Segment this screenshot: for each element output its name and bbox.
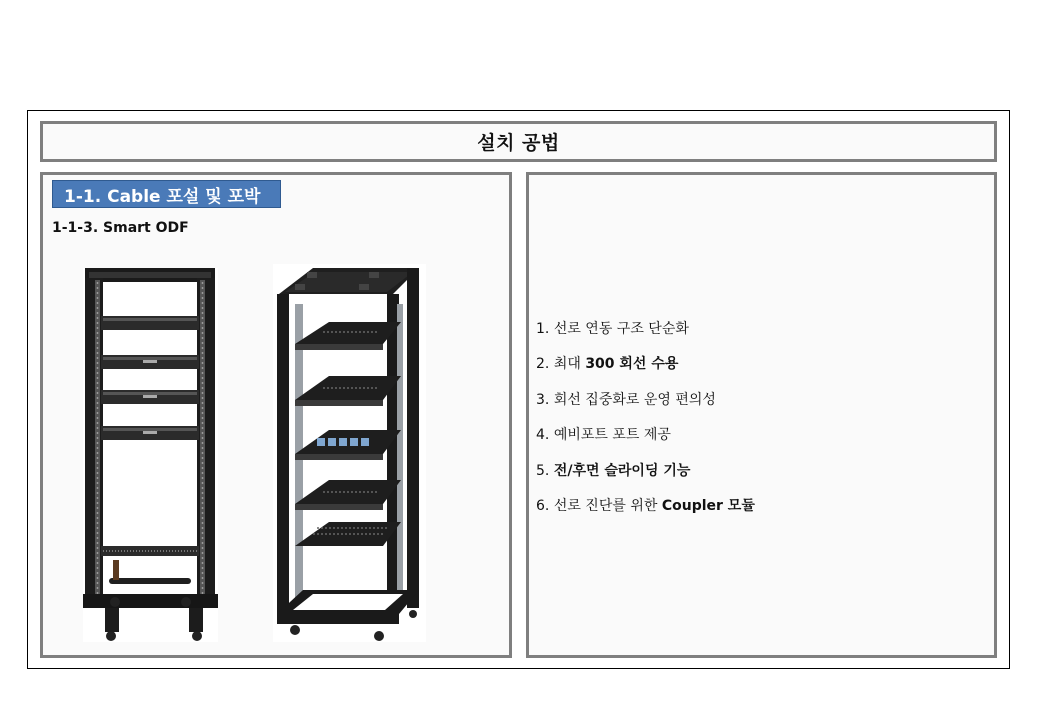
open-frame-rack-icon — [83, 268, 218, 642]
list-item: 3. 회선 집중화로 운영 편의성 — [536, 391, 716, 408]
list-item: 5. 전/후면 슬라이딩 기능 — [536, 462, 691, 479]
open-frame-rack-image — [83, 268, 218, 642]
list-item: 6. 선로 진단를 위한 Coupler 모듈 — [536, 497, 755, 514]
enclosed-frame-rack-icon — [273, 264, 426, 642]
list-item: 1. 선로 연동 구조 단순화 — [536, 321, 689, 337]
subsection-title: 1-1-3. Smart ODF — [52, 220, 189, 236]
list-item: 4. 예비포트 포트 제공 — [536, 427, 671, 444]
enclosed-frame-rack-image — [273, 264, 426, 642]
list-item: 2. 최대 300 회선 수용 — [536, 356, 679, 373]
feature-list — [536, 318, 755, 530]
page-title: 설치 공법 — [477, 132, 560, 154]
section-badge: 1-1. Cable 포설 및 포박 — [52, 180, 281, 208]
title-box — [40, 121, 997, 162]
